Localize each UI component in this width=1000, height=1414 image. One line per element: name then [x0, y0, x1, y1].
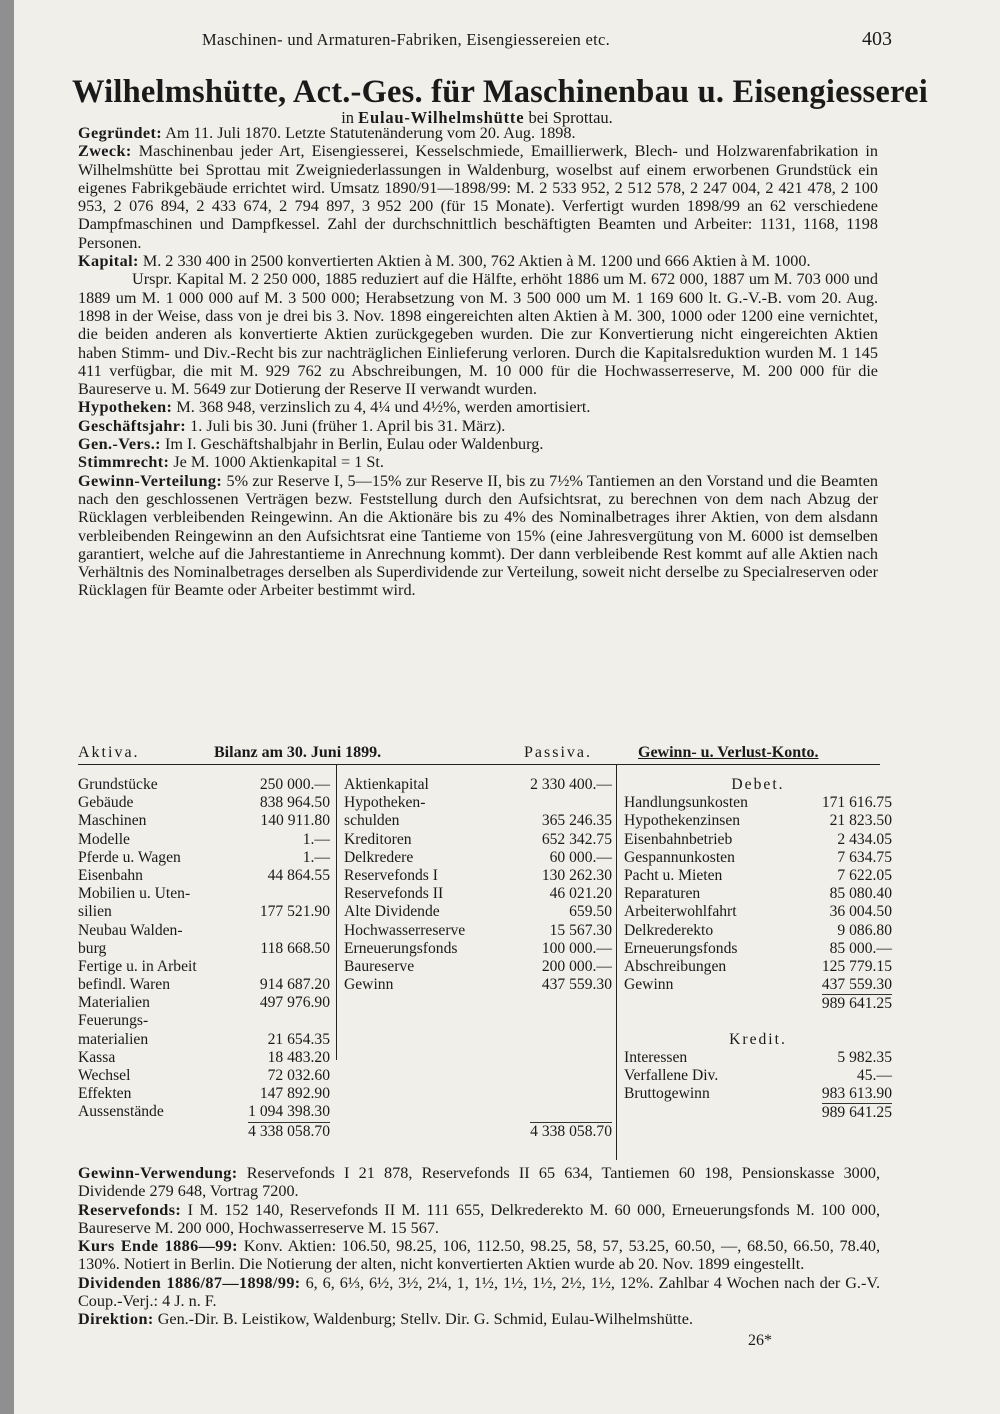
- debet-row: [624, 831, 892, 849]
- aktiva-row-value: 838 964.50: [259, 794, 330, 812]
- debet-row: [624, 885, 892, 903]
- mortgage-paragraph: Hypotheken: M. 368 948, verzinslich zu 4, 4¼ und 4½%, werden amortisiert.: [78, 398, 591, 417]
- kredit-row: [624, 1067, 892, 1085]
- company-subtitle: in Eulau-Wilhelmshütte bei Sprottau.: [341, 108, 613, 127]
- aktiva-row-label: Eisenbahn: [78, 866, 143, 884]
- aktiva-row: [78, 1031, 330, 1049]
- aktiva-total: [78, 1122, 330, 1140]
- debet-row-value: 171 616.75: [821, 794, 892, 812]
- debet-row-value: 36 004.50: [829, 903, 892, 921]
- aktiva-row-value: 140 911.80: [260, 812, 330, 830]
- kredit-row-value: 983 613.90: [821, 1085, 892, 1103]
- company-title: Wilhelmshütte, Act.-Ges. für Maschinenbau u. Eisengiesserei: [72, 74, 928, 110]
- passiva-row-label: Reservefonds II: [344, 885, 444, 903]
- guv-column: [624, 776, 892, 1122]
- debet-row-label: Erneuerungsfonds: [624, 939, 738, 957]
- passiva-row-label: Hypotheken-: [344, 794, 426, 812]
- debet-row: [624, 849, 892, 867]
- passiva-row: [344, 831, 612, 849]
- aktiva-row: [78, 885, 330, 903]
- debet-row-value: 21 823.50: [829, 812, 892, 830]
- spacer: [344, 1049, 612, 1067]
- kredit-row-value: 45.—: [856, 1067, 892, 1084]
- management-paragraph: Direktion: Gen.-Dir. B. Leistikow, Waldenburg; Stellv. Dir. G. Schmid, Eulau-Wilhelmshütte.: [78, 1310, 694, 1329]
- aktiva-row-label: befindl. Waren: [78, 976, 170, 994]
- aktiva-row-value: 250 000.—: [259, 776, 330, 793]
- passiva-row: [344, 867, 612, 885]
- passiva-total: [344, 1122, 612, 1140]
- passiva-row-value: 437 559.30: [541, 976, 612, 994]
- passiva-row-value: 365 246.35: [541, 812, 612, 830]
- debet-row-label: Delkrederekto: [624, 921, 714, 939]
- debet-row: [624, 903, 892, 921]
- aktiva-row-value: 1.—: [302, 848, 330, 866]
- passiva-row-label: Baureserve: [344, 957, 415, 975]
- aktiva-row-value: 1.—: [302, 830, 330, 848]
- spacer: [344, 1012, 612, 1030]
- debet-row-label: Handlungsunkosten: [624, 794, 748, 812]
- passiva-row-value: 659.50: [569, 903, 612, 921]
- aktiva-row-label: Materialien: [78, 994, 150, 1012]
- kredit-row-label: Bruttogewinn: [624, 1085, 710, 1103]
- profit-use-paragraph: Gewinn-Verwendung: Reservefonds I 21 878, Reservefonds II 65 634, Tantiemen 60 198, Pensionskasse 3000, Dividende 279 648, Vortrag 7200.: [78, 1164, 881, 1201]
- aktiva-row: [78, 812, 330, 830]
- balance-top-rule: [78, 764, 880, 765]
- founded-paragraph: Gegründet: Am 11. Juli 1870. Letzte Statutenänderung vom 20. Aug. 1898.: [78, 124, 576, 142]
- aktiva-row-value: 21 654.35: [267, 1030, 330, 1048]
- debet-row-label: Eisenbahnbetrieb: [624, 830, 733, 848]
- debet-row-value: 125 779.15: [821, 957, 892, 975]
- page-header: [14, 30, 1000, 54]
- capital-paragraph: Kapital: M. 2 330 400 in 2500 konvertierten Aktien à M. 300, 762 Aktien à M. 1200 und 666 Aktien à M. 1000.: [78, 252, 811, 271]
- passiva-row-label: Reservefonds I: [344, 866, 438, 884]
- aktiva-row: [78, 1103, 330, 1121]
- spacer: [344, 994, 612, 1012]
- aktiva-row: [78, 867, 330, 885]
- aktiva-row-label: Fertige u. in Arbeit: [78, 957, 197, 975]
- aktiva-row-label: Neubau Walden-: [78, 921, 183, 939]
- kredit-row-label: Verfallene Div.: [624, 1067, 719, 1084]
- aktiva-row: [78, 1049, 330, 1067]
- aktiva-row-value: 1 094 398.30: [248, 1103, 330, 1121]
- aktiva-row-value: 177 521.90: [259, 903, 330, 921]
- aktiva-row: [78, 1067, 330, 1085]
- general-meeting-paragraph: Gen.-Vers.: Im I. Geschäftshalbjahr in Berlin, Eulau oder Waldenburg.: [78, 435, 544, 454]
- capital-history-paragraph: Urspr. Kapital M. 2 250 000, 1885 reduziert auf die Hälfte, erhöht 1886 um M. 672 000, 1887 um M. 703 000 und 1889 um M. 1 000 000 auf M. 3 500 000; Herabsetzung von M. 3 500 000 um M. 1 169 600 lt. G.-V.-B. vom 20. Aug. 1898 in der Weise, dass von je drei bis 3. Nov. 1898 eingereichten alten Aktien à M. 300, 1000 oder 1200 eine vernichtet, die beiden anderen als konvertierte Aktien zurückgegeben wurden. Die zur Konvertierung nicht eingereichten Aktien haben Stimm- und Div.-Recht bis zur nachträglichen Einlieferung verloren. Durch die Kapitalsreduktion wurden M. 1 145 411 verfügbar, die mit M. 929 762 zu Abschreibungen, M. 10 000 für die Hochwasserreserve, M. 200 000 für die Baureserve u. M. 5649 zur Dotierung der Reserve II verwandt wurden.: [78, 270, 878, 399]
- debet-row-label: Hypothekenzinsen: [624, 812, 741, 830]
- passiva-row-value: 130 262.30: [541, 866, 612, 884]
- passiva-row-label: Erneuerungsfonds: [344, 939, 458, 957]
- aktiva-row: [78, 940, 330, 958]
- aktiva-row: [78, 794, 330, 812]
- aktiva-row-label: Wechsel: [78, 1067, 131, 1084]
- aktiva-row-label: silien: [78, 903, 112, 921]
- passiva-row-value: 15 567.30: [549, 921, 612, 939]
- aktiva-total-value: 4 338 058.70: [248, 1122, 330, 1140]
- document-page: [14, 0, 1000, 1414]
- passiva-row: [344, 794, 612, 812]
- debet-row-label: Reparaturen: [624, 885, 701, 903]
- spacer: [624, 1012, 892, 1030]
- passiva-row-label: Kreditoren: [344, 830, 412, 848]
- passiva-row-label: Alte Dividende: [344, 903, 440, 921]
- passiva-row: [344, 776, 612, 794]
- passiva-row-value: 46 021.20: [549, 885, 612, 903]
- passiva-row: [344, 958, 612, 976]
- balance-header: [78, 742, 880, 764]
- kredit-row: [624, 1049, 892, 1067]
- dividend-paragraph: Dividenden 1886/87—1898/99: 6, 6, 6⅓, 6½, 3½, 2¼, 1, 1½, 1½, 1½, 2½, 1½, 12%. Zahlbar 4 Wochen nach der G.-V. Coup.-Verj.: 4 J. n. F.: [78, 1273, 880, 1311]
- aktiva-row-label: Aussenstände: [78, 1103, 164, 1121]
- aktiva-row: [78, 776, 330, 794]
- aktiva-row-value: 44 864.55: [267, 866, 330, 884]
- debet-row: [624, 940, 892, 958]
- aktiva-row-label: Grundstücke: [78, 776, 158, 793]
- kredit-label: Kredit.: [729, 1030, 787, 1048]
- debet-row-value: 85 000.—: [829, 939, 892, 957]
- aktiva-row-value: 147 892.90: [259, 1085, 330, 1103]
- aktiva-row-label: Kassa: [78, 1048, 116, 1066]
- price-paragraph: Kurs Ende 1886—99: Konv. Aktien: 106.50, 98.25, 106, 112.50, 98.25, 58, 57, 53.25, 60.50, —, 68.50, 66.50, 78.40, 130%. Notiert in Berlin. Die Notierung der alten, nicht konvertierten Aktien wurde ab 20. Nov. 1899 eingestellt.: [78, 1237, 881, 1274]
- passiva-row-value: 2 330 400.—: [530, 776, 612, 793]
- kredit-total-value: 989 641.25: [821, 1104, 892, 1122]
- spacer: [344, 1103, 612, 1121]
- aktiva-row-value: 118 668.50: [260, 939, 330, 957]
- debet-row-label: Pacht u. Mieten: [624, 866, 723, 884]
- debet-row: [624, 812, 892, 830]
- debet-total: [624, 994, 892, 1012]
- aktiva-row: [78, 1085, 330, 1103]
- debet-row-value: 85 080.40: [829, 885, 892, 903]
- debet-total-value: 989 641.25: [821, 995, 892, 1013]
- debet-row: [624, 958, 892, 976]
- debet-row-label: Gewinn: [624, 976, 674, 994]
- reserve-paragraph: Reservefonds: I M. 152 140, Reservefonds II M. 111 655, Delkrederekto M. 60 000, Erneuerungsfonds M. 100 000, Baureserve M. 200 000, Hochwasserreserve M. 15 567.: [78, 1200, 881, 1237]
- company-description: [78, 124, 878, 600]
- spacer: [344, 1067, 612, 1085]
- debet-row-value: 437 559.30: [821, 976, 892, 994]
- debet-row-label: Abschreibungen: [624, 957, 727, 975]
- aktiva-row-label: Pferde u. Wagen: [78, 848, 181, 866]
- guv-title: Gewinn- u. Verlust-Konto.: [638, 744, 819, 761]
- debet-row-value: 2 434.05: [837, 830, 892, 848]
- aktiva-row: [78, 922, 330, 940]
- passiva-row-label: Aktienkapital: [344, 776, 429, 793]
- passiva-row: [344, 903, 612, 921]
- kredit-row: [624, 1085, 892, 1103]
- sheet-signature: 26*: [748, 1332, 772, 1349]
- aktiva-row-value: 72 032.60: [267, 1067, 330, 1084]
- aktiva-row-label: Effekten: [78, 1085, 132, 1103]
- passiva-row: [344, 885, 612, 903]
- aktiva-row-value: 497 976.90: [259, 994, 330, 1012]
- passiva-row-label: Hochwasserreserve: [344, 921, 466, 939]
- voting-right-paragraph: Stimmrecht: Je M. 1000 Aktienkapital = 1 St.: [78, 453, 384, 472]
- location-name: Eulau-Wilhelmshütte: [358, 108, 525, 127]
- aktiva-row-value: 914 687.20: [259, 976, 330, 994]
- passiva-row: [344, 976, 612, 994]
- spacer: [344, 1085, 612, 1103]
- aktiva-column: [78, 776, 330, 1140]
- passiva-column: [344, 776, 612, 1140]
- debet-row-label: Arbeiterwohlfahrt: [624, 903, 737, 921]
- balance-title: Bilanz am 30. Juni 1899.: [214, 744, 382, 761]
- aktiva-row: [78, 903, 330, 921]
- aktiva-row-label: materialien: [78, 1030, 149, 1048]
- footer-notes: [78, 1164, 880, 1329]
- aktiva-row: [78, 958, 330, 976]
- passiva-row-value: 60 000.—: [549, 848, 612, 866]
- divider-aktiva-passiva: [336, 764, 337, 1060]
- aktiva-row: [78, 976, 330, 994]
- aktiva-row-label: Maschinen: [78, 812, 147, 830]
- aktiva-label: Aktiva.: [78, 744, 140, 761]
- passiva-row-value: 652 342.75: [541, 830, 612, 848]
- aktiva-row-label: Gebäude: [78, 794, 134, 812]
- balance-table: [78, 768, 892, 1160]
- aktiva-row: [78, 1012, 330, 1030]
- debet-row: [624, 922, 892, 940]
- passiva-row-label: schulden: [344, 812, 400, 830]
- debet-row-value: 9 086.80: [837, 921, 892, 939]
- aktiva-row: [78, 994, 330, 1012]
- debet-row-value: 7 634.75: [837, 848, 892, 866]
- kredit-total: [624, 1103, 892, 1121]
- kredit-row-value: 5 982.35: [837, 1048, 892, 1066]
- passiva-row-value: 200 000.—: [541, 957, 612, 975]
- running-head: Maschinen- und Armaturen-Fabriken, Eisengiessereien etc.: [202, 30, 611, 49]
- passiva-row-label: Gewinn: [344, 976, 394, 994]
- spacer: [344, 1031, 612, 1049]
- passiva-total-value: 4 338 058.70: [530, 1122, 612, 1140]
- aktiva-row: [78, 831, 330, 849]
- aktiva-row: [78, 849, 330, 867]
- aktiva-row-label: Mobilien u. Uten-: [78, 885, 191, 903]
- passiva-row: [344, 922, 612, 940]
- debet-label: Debet.: [731, 776, 785, 793]
- debet-row: [624, 976, 892, 994]
- aktiva-row-label: burg: [78, 939, 107, 957]
- purpose-paragraph: Zweck: Maschinenbau jeder Art, Eisengiesserei, Kesselschmiede, Emaillierwerk, Blech- und Holzwarenfabrikation in Wilhelmshütte bei Sprottau mit Zweigniederlassungen in Waldenburg, woselbst auf einem erworbenen Grundstück ein eigenes Fabrikgebäude errichtet wird. Umsatz 1890/91—1898/99: M. 2 533 952, 2 512 578, 2 247 004, 2 421 478, 2 100 953, 2 076 894, 2 433 674, 2 794 897, 3 952 200 (für 15 Monate). Verfertigt wurden 1898/99 an 62 verschiedene Dampfmaschinen und Dampfkessel. Zahl der durchschnittlich beschäftigten Beamten und Arbeiter: 1131, 1168, 1198 Personen.: [78, 142, 879, 252]
- aktiva-row-label: Feuerungs-: [78, 1012, 149, 1030]
- kredit-row-label: Interessen: [624, 1048, 688, 1066]
- aktiva-row-value: 18 483.20: [267, 1048, 330, 1066]
- profit-distribution-paragraph: Gewinn-Verteilung: 5% zur Reserve I, 5—15% zur Reserve II, bis zu 7½% Tantiemen an den Vorstand und die Beamten nach den geschlossenen Verträgen bezw. Feststellung durch den Aufsichtsrat, zu berechnen von dem nach Abzug der Rücklagen verbleibenden Reingewinn. An die Aktionäre bis zu 4% des Nominalbetrages ihrer Aktien, von dem alsdann verbleibenden Reingewinn an den Aufsichtsrat eine Tantieme von 15% (eine Jahresvergütung von M. 6000 ist demselben garantiert, welche auf die Jahrestantieme in Anrechnung kommt). Der dann verbleibende Rest kommt auf alle Aktien nach Verhältnis des Nominalbetrages derselben als Superdividende zur Verteilung, soweit nicht derselbe zu Specialreserven oder Rücklagen für Beamte oder Arbeiter bestimmt wird.: [78, 471, 878, 600]
- debet-row-value: 7 622.05: [837, 866, 892, 884]
- page-number: 403: [862, 28, 892, 50]
- passiva-row: [344, 849, 612, 867]
- aktiva-row-label: Modelle: [78, 830, 130, 848]
- passiva-row-label: Delkredere: [344, 848, 414, 866]
- debet-row-label: Gespannunkosten: [624, 848, 735, 866]
- debet-row: [624, 867, 892, 885]
- debet-row: [624, 794, 892, 812]
- passiva-label: Passiva.: [524, 744, 592, 761]
- fiscal-year-paragraph: Geschäftsjahr: 1. Juli bis 30. Juni (früher 1. April bis 31. März).: [78, 416, 506, 435]
- passiva-row: [344, 940, 612, 958]
- passiva-row: [344, 812, 612, 830]
- divider-passiva-guv: [616, 764, 617, 1160]
- passiva-row-value: 100 000.—: [541, 939, 612, 957]
